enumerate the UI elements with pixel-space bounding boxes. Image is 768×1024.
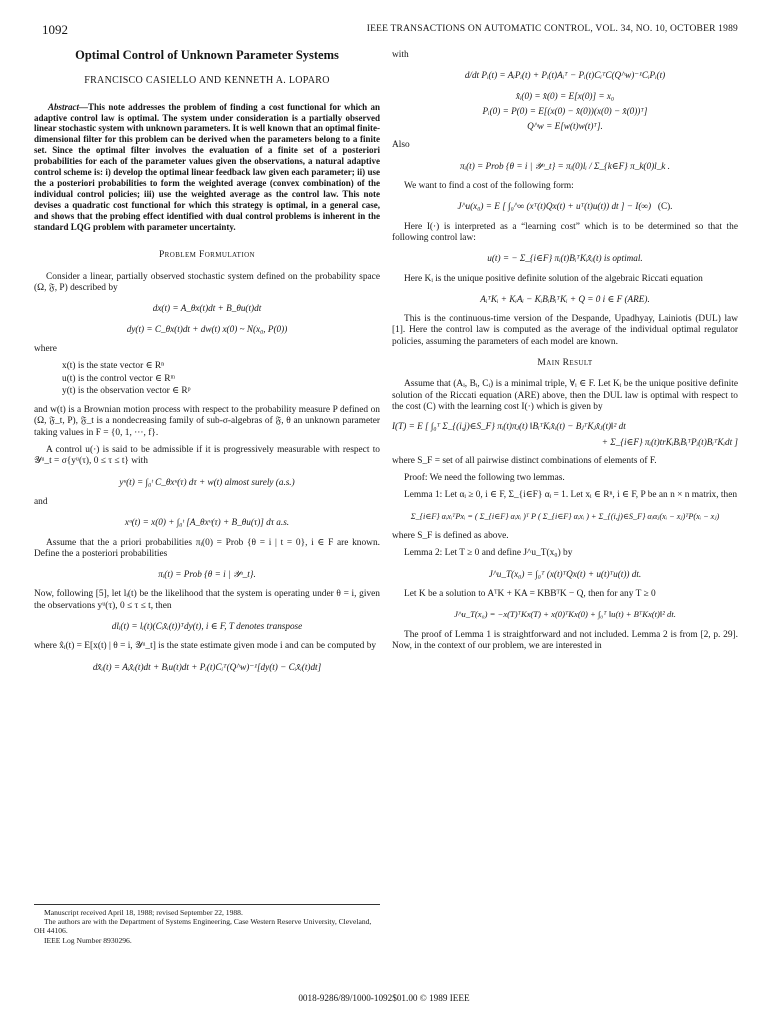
paragraph: Assume that the a priori probabilities πᵢ(0) = Prob {θ = i | t = 0}, i ∈ F are known. Define the a posteriori probabilities [34, 537, 380, 559]
variable-observation: y(t) is the observation vector ∈ Rᵖ [62, 385, 191, 396]
equation-riccati-dynamics: d/dt Pᵢ(t) = AᵢPᵢ(t) + Pᵢ(t)Aᵢᵀ − Pᵢ(t)CᵢᵀC(Q^w)⁻¹CᵢPᵢ(t) [464, 70, 666, 81]
paragraph: Here Kᵢ is the unique positive definite solution of the algebraic Riccati equation [404, 273, 703, 284]
equation-dx: dx(t) = A_θx(t)dt + B_θu(t)dt [152, 303, 262, 314]
paragraph: and w(t) is a Brownian motion process with respect to the probability measure P defined on (Ω, 𝔉_t, P), 𝔉_t is a nondecreasing family of sub-σ-algebras of 𝔉, θ an unknown parameter taking values in F = {0, 1, ···, f}. [34, 405, 380, 438]
equation-learning-cost-1: I(T) = E [ ∫₀ᵀ Σ_{(i,j)∈S_F} πᵢ(t)πⱼ(t) ‖BᵢᵀKᵢx̂ᵢ(t) − BⱼᵀKⱼx̂ⱼ(t)‖² dt [392, 421, 626, 432]
equation-posterior: πᵢ(t) = Prob {θ = i | 𝒴ᵘ_t}. [158, 569, 256, 580]
abstract-lead: Abstract— [48, 101, 89, 112]
paragraph-with: with [392, 50, 409, 60]
equation-dy: dy(t) = C_θx(t)dt + dw(t) x(0) ~ N(x₀, P(0)) [126, 323, 288, 334]
paragraph-also: Also [392, 140, 410, 151]
paper-title: Optimal Control of Unknown Parameter Systems [75, 48, 339, 62]
equation-noise-covariance: Q^w = E[w(t)w(t)ᵀ]. [527, 121, 603, 132]
paragraph: We want to find a cost of the following form: [404, 181, 574, 192]
equation-initial-state: x̂ᵢ(0) = x̂(0) = E[x(0)] = x₀ [515, 90, 615, 101]
equation-posterior-ratio: πᵢ(t) = Prob {θ = i | 𝒴ᵘ_t} = πᵢ(0)lᵢ / Σ_{k∈F} π_k(0)l_k . [460, 160, 670, 171]
paragraph-and: and [34, 496, 48, 507]
paragraph: where x̂ᵢ(t) = E[x(t) | θ = i, 𝒴ᵘ_t] is the state estimate given mode i and can be computed by [34, 641, 377, 652]
section-heading-main-result: Main Result [537, 358, 593, 369]
paragraph: Let K be a solution to AᵀK + KA = KBBᵀK − Q, then for any T ≥ 0 [404, 588, 656, 599]
paragraph: where S_F = set of all pairwise distinct combinations of elements of F. [392, 455, 657, 466]
section-heading-problem: Problem Formulation [159, 250, 255, 261]
variable-list [62, 361, 380, 397]
equation-lemma-2b: J^u_T(x₀) = −x(T)ᵀKx(T) + x(0)ᵀKx(0) + ∫₀ᵀ ‖u(t) + BᵀKx(t)‖² dt. [454, 609, 676, 620]
equation-learning-cost-2: + Σ_{i∈F} πᵢ(t)trKᵢBᵢBᵢᵀPᵢ(t)BᵢᵀKᵢdt ] [601, 436, 738, 447]
paragraph: where S_F is defined as above. [392, 531, 509, 542]
equation-xu: xᵘ(t) = x(0) + ∫₀ᵗ [A_θxᵘ(τ) + B_θu(τ)] dτ a.s. [124, 517, 290, 528]
equation-cost-tag: (C). [657, 201, 673, 212]
equation-lemma-2: J^u_T(x₀) = ∫₀ᵀ (x(t)ᵀQx(t) + u(t)ᵀu(t)) dt. [488, 568, 642, 579]
right-column [392, 50, 738, 658]
paragraph: Consider a linear, partially observed stochastic system defined on the probability space (Ω, 𝔉, P) described by [34, 271, 380, 294]
abstract [34, 102, 380, 233]
lemma-1: Lemma 1: Let αᵢ ≥ 0, i ∈ F, Σ_{i∈F} αᵢ = 1. Let xᵢ ∈ Rⁿ, i ∈ F, P be an n × n matrix, then [404, 490, 738, 501]
equation-control-law: u(t) = − Σ_{i∈F} πᵢ(t)BᵢᵀKᵢx̂ᵢ(t) is optimal. [487, 253, 643, 264]
footnote-received: Manuscript received April 18, 1988; revised September 22, 1988. [44, 908, 243, 917]
journal-header: IEEE TRANSACTIONS ON AUTOMATIC CONTROL, VOL. 34, NO. 10, OCTOBER 1989 [366, 24, 738, 34]
variable-control: u(t) is the control vector ∈ Rᵐ [62, 373, 176, 384]
equation-initial-covariance: Pᵢ(0) = P(0) = E[(x(0) − x̂(0))(x(0) − x̂(0))ᵀ] [482, 105, 648, 116]
equation-cost-body: J^u(x₀) = E [ ∫₀^∞ (xᵀ(t)Qx(t) + uᵀ(t)u(t)) dt ] − I(∞) [457, 201, 652, 212]
paragraph: The proof of Lemma 1 is straightforward and not included. Lemma 2 is from [2, p. 29]. Now, in the context of our problem, we are interested in [392, 629, 738, 651]
paragraph: This is the continuous-time version of the Despande, Upadhyay, Lainiotis (DUL) law [1]. Here the control law is computed as the average of the individual optimal regulator policies, assuming the parameters of each model are known. [392, 314, 738, 347]
left-column [34, 50, 380, 682]
equation-state-estimate: dx̂ᵢ(t) = Aᵢx̂ᵢ(t)dt + Bᵢu(t)dt + Pᵢ(t)Cᵢᵀ(Q^w)⁻¹[dy(t) − Cᵢx̂ᵢ(t)dt] [92, 661, 322, 672]
copyright-footer: 0018-9286/89/1000-1092$01.00 © 1989 IEEE [298, 993, 470, 1003]
footnote-log-number: IEEE Log Number 8930296. [44, 935, 132, 945]
paragraph: Now, following [5], let lᵢ(t) be the likelihood that the system is operating under θ = i, given the observations yᵘ(τ), 0 ≤ τ ≤ t, then [34, 589, 380, 611]
paragraph: Here I(·) is interpreted as a “learning cost” which is to be determined so that the following control law: [392, 221, 738, 243]
equation-cost [392, 201, 738, 212]
footnote-affiliation: The authors are with the Department of Systems Engineering, Case Western Reserve University, Cleveland, OH 44106. [34, 917, 372, 936]
equation-yu: yᵘ(t) = ∫₀ᵗ C_θxᵘ(τ) dτ + w(t) almost surely (a.s.) [119, 476, 295, 487]
variable-state: x(t) is the state vector ∈ Rⁿ [62, 361, 165, 372]
paragraph-proof: Proof: We need the following two lemmas. [404, 473, 565, 484]
paragraph: Assume that (Aᵢ, Bᵢ, Cᵢ) is a minimal triple, ∀ᵢ ∈ F. Let Kᵢ be the unique positive definite solution of the Riccati equation (ARE) above, then the DUL law is optimal with respect to the cost (C) with the learning cost I(·) which is given by [392, 379, 738, 412]
paper-authors: FRANCISCO CASIELLO AND KENNETH A. LOPARO [84, 75, 330, 87]
paragraph: A control u(·) is said to be admissible if it is progressively measurable with respect to 𝒴ᵘ_t = σ{yᵘ(τ), 0 ≤ τ ≤ t} with [34, 445, 380, 467]
lemma-2: Lemma 2: Let T ≥ 0 and define J^u_T(x₀) by [404, 548, 573, 559]
page-number: 1092 [42, 22, 68, 37]
paragraph-where: where [34, 343, 57, 354]
equation-likelihood: dlᵢ(t) = lᵢ(t)(Cᵢx̂ᵢ(t))ᵀdy(t), i ∈ F, T denotes transpose [111, 621, 303, 631]
equation-lemma-1: Σ_{i∈F} αᵢxᵢᵀPxᵢ = ( Σ_{i∈F} αᵢxᵢ )ᵀ P ( Σ_{i∈F} αᵢxᵢ ) + Σ_{(i,j)∈S_F} αᵢαⱼ(xᵢ − xⱼ)ᵀP(xᵢ − xⱼ) [410, 511, 720, 521]
abstract-body: This note addresses the problem of finding a cost functional for which an adaptive control law is optimal. The system under consideration is a partially observed linear stochastic system with unknown parameters. It is well known that an optimal finite-dimensional filter for this problem can be derived when the parameters belong to a finite set. Since the optimal filter involves the evaluation of a finite set of a posteriori probabilities for each of the parameter values given the observations, a natural adaptive control scheme is: i) develop the optimal linear feedback law given each parameter; ii) use the a posteriori probabilities to form the weighted average (convex combination) of the individual control policies; iii) use the weighted average as the control law. This note devises a quadratic cost functional for which this strategy is optimal, in a general case, and shows that the probing effect identified with dual control problems is inherent in the standard LQG problem with parameter uncertainty. [34, 101, 380, 232]
footnote [34, 904, 380, 945]
equation-are: AᵢᵀKᵢ + KᵢAᵢ − KᵢBᵢBᵢᵀKᵢ + Q = 0 i ∈ F (ARE). [480, 293, 650, 304]
